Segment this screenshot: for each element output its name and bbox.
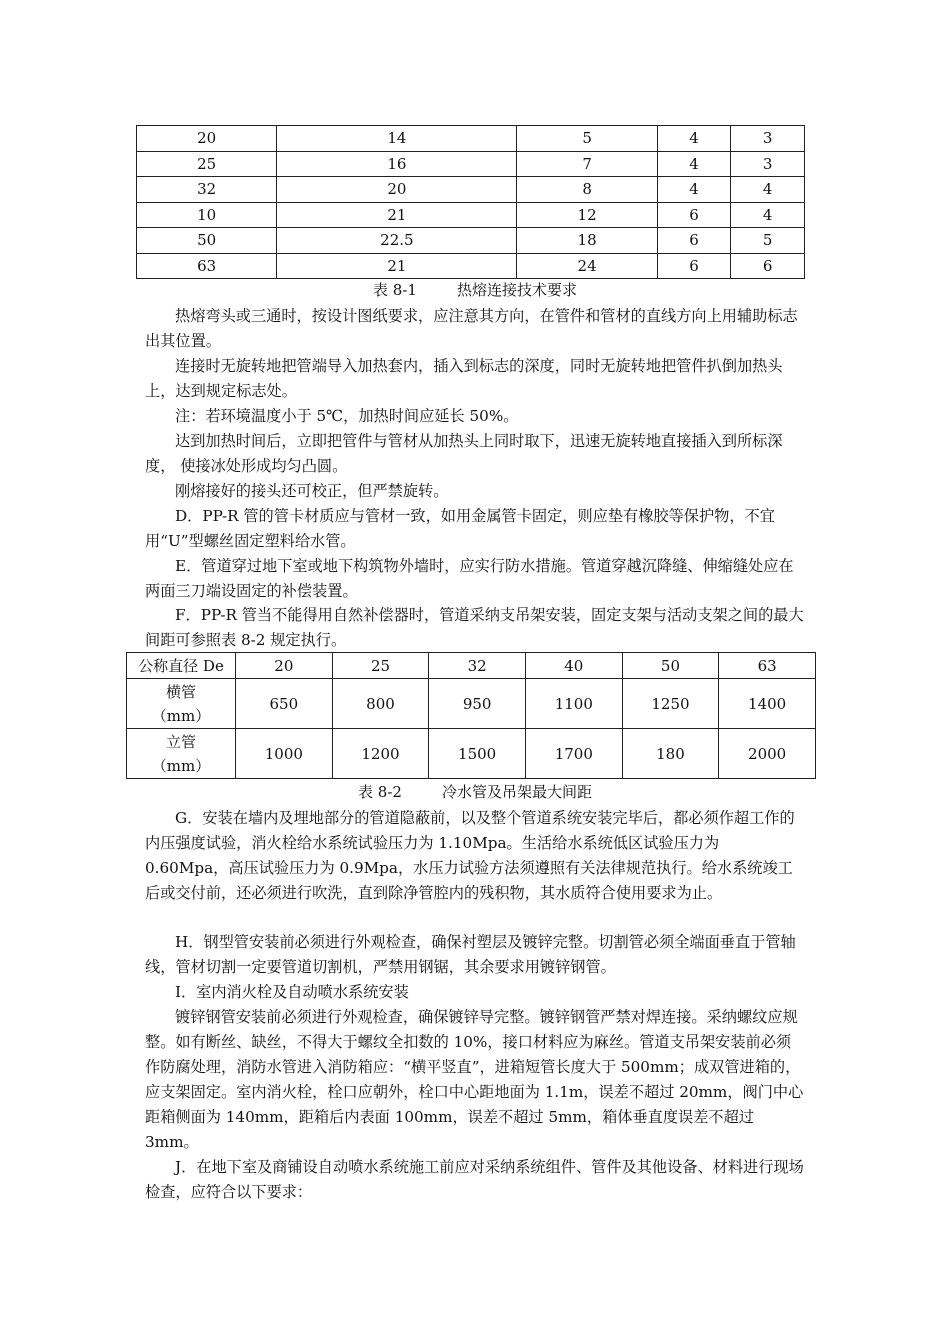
table-cell: 6: [657, 202, 731, 228]
cell-label-line: 横管: [165, 682, 196, 701]
table-cell: 1100: [525, 679, 622, 729]
table-row: [137, 126, 805, 152]
paragraph: 连接时无旋转地把管端导入加热套内，插入到标志的深度，同时无旋转地把管件扒倒加热头上，达到规定标志处。: [145, 357, 783, 400]
table-cell: 6: [731, 253, 805, 279]
table-cell: 8: [517, 177, 657, 203]
table-cell: 2000: [719, 729, 816, 779]
table-cell: 50: [622, 653, 719, 679]
cell-label-line: 立管: [165, 732, 196, 751]
table-cell: 800: [332, 679, 429, 729]
table-cell: 5: [517, 126, 657, 152]
table-cell: 4: [731, 177, 805, 203]
table-cell: 1500: [429, 729, 526, 779]
table-row: [137, 202, 805, 228]
table-caption-8-1: [0, 279, 950, 300]
table-cell: 22.5: [277, 228, 517, 254]
table-cell: [127, 729, 236, 779]
cell-label-line: （mm）: [151, 706, 211, 725]
table-cell: 950: [429, 679, 526, 729]
table-cell: 32: [429, 653, 526, 679]
table-cell: 12: [517, 202, 657, 228]
table-cell: 32: [137, 177, 277, 203]
table-cell: 3: [731, 151, 805, 177]
table-cell: 18: [517, 228, 657, 254]
table-cell: 1700: [525, 729, 622, 779]
table-cell: 10: [137, 202, 277, 228]
table-row: [127, 679, 816, 729]
table-row: [137, 151, 805, 177]
table-cell: 63: [137, 253, 277, 279]
paragraph: E．管道穿过地下室或地下构筑物外墙时，应实行防水措施。管道穿越沉降缝、伸缩缝处应在两面三刀端设固定的补偿装置。: [145, 557, 794, 600]
table-8-2: [126, 652, 816, 779]
table-cell: 180: [622, 729, 719, 779]
table-cell: 40: [525, 653, 622, 679]
table-cell: 16: [277, 151, 517, 177]
table-row: [137, 253, 805, 279]
paragraph: 达到加热时间后，立即把管件与管材从加热头上同时取下，迅速无旋转地直接插入到所标深度， 使接冰处形成均匀凸圆。: [145, 432, 783, 475]
table-cell: 6: [657, 253, 731, 279]
table-header-row: [127, 653, 816, 679]
paragraph: I．室内消火栓及自动喷水系统安装: [175, 983, 409, 1001]
table-cell: 21: [277, 202, 517, 228]
paragraph: G．安装在墙内及埋地部分的管道隐蔽前，以及整个管道系统安装完毕后，都必须作超工作的内压强度试验，消火栓给水系统试验压力为 1.10Mpa。生活给水系统低区试验压力为 0.60Mpa，高压试验压力为 0.9Mpa，水压力试验方法须遵照有关法律规范执行。给水系统竣工后或交付前，还必须进行吹洗，直到除净管腔内的残积物，其水质符合使用要求为止。: [145, 809, 795, 902]
paragraph: 热熔弯头或三通时，按设计图纸要求，应注意其方向，在管件和管材的直线方向上用辅助标志出其位置。: [145, 307, 798, 350]
table-cell: 20: [277, 177, 517, 203]
table-cell: 24: [517, 253, 657, 279]
table-cell: 21: [277, 253, 517, 279]
table-cell: 1400: [719, 679, 816, 729]
cell-label-line: （mm）: [151, 756, 211, 775]
table-row: [137, 228, 805, 254]
table-cell: 20: [236, 653, 333, 679]
paragraph: H．钢型管安装前必须进行外观检查，确保衬塑层及镀锌完整。切割管必须全端面垂直于管轴线，管材切割一定要管道切割机，严禁用钢锯，其余要求用镀锌钢管。: [145, 933, 796, 976]
table-caption-8-2: [0, 781, 950, 802]
table-cell: 25: [332, 653, 429, 679]
caption-number: 表 8-1: [373, 281, 417, 299]
paragraph: 镀锌钢管安装前必须进行外观检查，确保镀锌导完整。镀锌钢管严禁对焊连接。采纳螺纹应规整。如有断丝、缺丝，不得大于螺纹全扣数的 10%，接口材料应为麻丝。管道支吊架安装前必须作防腐处理，消防水管进入消防箱应：“横平竖直”，进箱短管长度大于 500mm；成双管进箱的，应支架固定。室内消火栓，栓口应朝外，栓口中心距地面为 1.1m，误差不超过 20mm，阀门中心距箱侧面为 140mm，距箱后内表面 100mm，误差不超过 5mm，箱体垂直度误差不超过 3mm。: [145, 1008, 804, 1151]
table-cell: 4: [657, 177, 731, 203]
paragraph: F．PP-R 管当不能得用自然补偿器时，管道采纳支吊架安装，固定支架与活动支架之间的最大间距可参照表 8-2 规定执行。: [145, 606, 804, 649]
table-cell: 公称直径 De: [127, 653, 236, 679]
table-cell: 7: [517, 151, 657, 177]
paragraph: D．PP-R 管的管卡材质应与管材一致，如用金属管卡固定，则应垫有橡胶等保护物，不宜用“U”型螺丝固定塑料给水管。: [145, 507, 775, 550]
caption-text: 热熔连接技术要求: [456, 281, 577, 299]
table-cell: 14: [277, 126, 517, 152]
table-cell: 4: [657, 126, 731, 152]
table-cell: 63: [719, 653, 816, 679]
table-cell: 6: [657, 228, 731, 254]
table-cell: 4: [731, 202, 805, 228]
caption-number: 表 8-2: [358, 783, 402, 801]
table-cell: 650: [236, 679, 333, 729]
table-cell: 50: [137, 228, 277, 254]
table-cell: 3: [731, 126, 805, 152]
table-cell: 20: [137, 126, 277, 152]
paragraph: 注：若环境温度小于 5℃，加热时间应延长 50%。: [175, 407, 519, 425]
paragraph: 刚熔接好的接头还可校正，但严禁旋转。: [175, 482, 449, 500]
table-8-1: [136, 125, 805, 279]
table-cell: 1000: [236, 729, 333, 779]
paragraph: J．在地下室及商铺设自动喷水系统施工前应对采纳系统组件、管件及其他设备、材料进行现场检查，应符合以下要求：: [145, 1158, 804, 1201]
table-cell: 5: [731, 228, 805, 254]
table-row: [137, 177, 805, 203]
table-cell: [127, 679, 236, 729]
table-cell: 4: [657, 151, 731, 177]
table-row: [127, 729, 816, 779]
table-cell: 1250: [622, 679, 719, 729]
table-cell: 25: [137, 151, 277, 177]
caption-text: 冷水管及吊架最大间距: [441, 783, 592, 801]
table-cell: 1200: [332, 729, 429, 779]
